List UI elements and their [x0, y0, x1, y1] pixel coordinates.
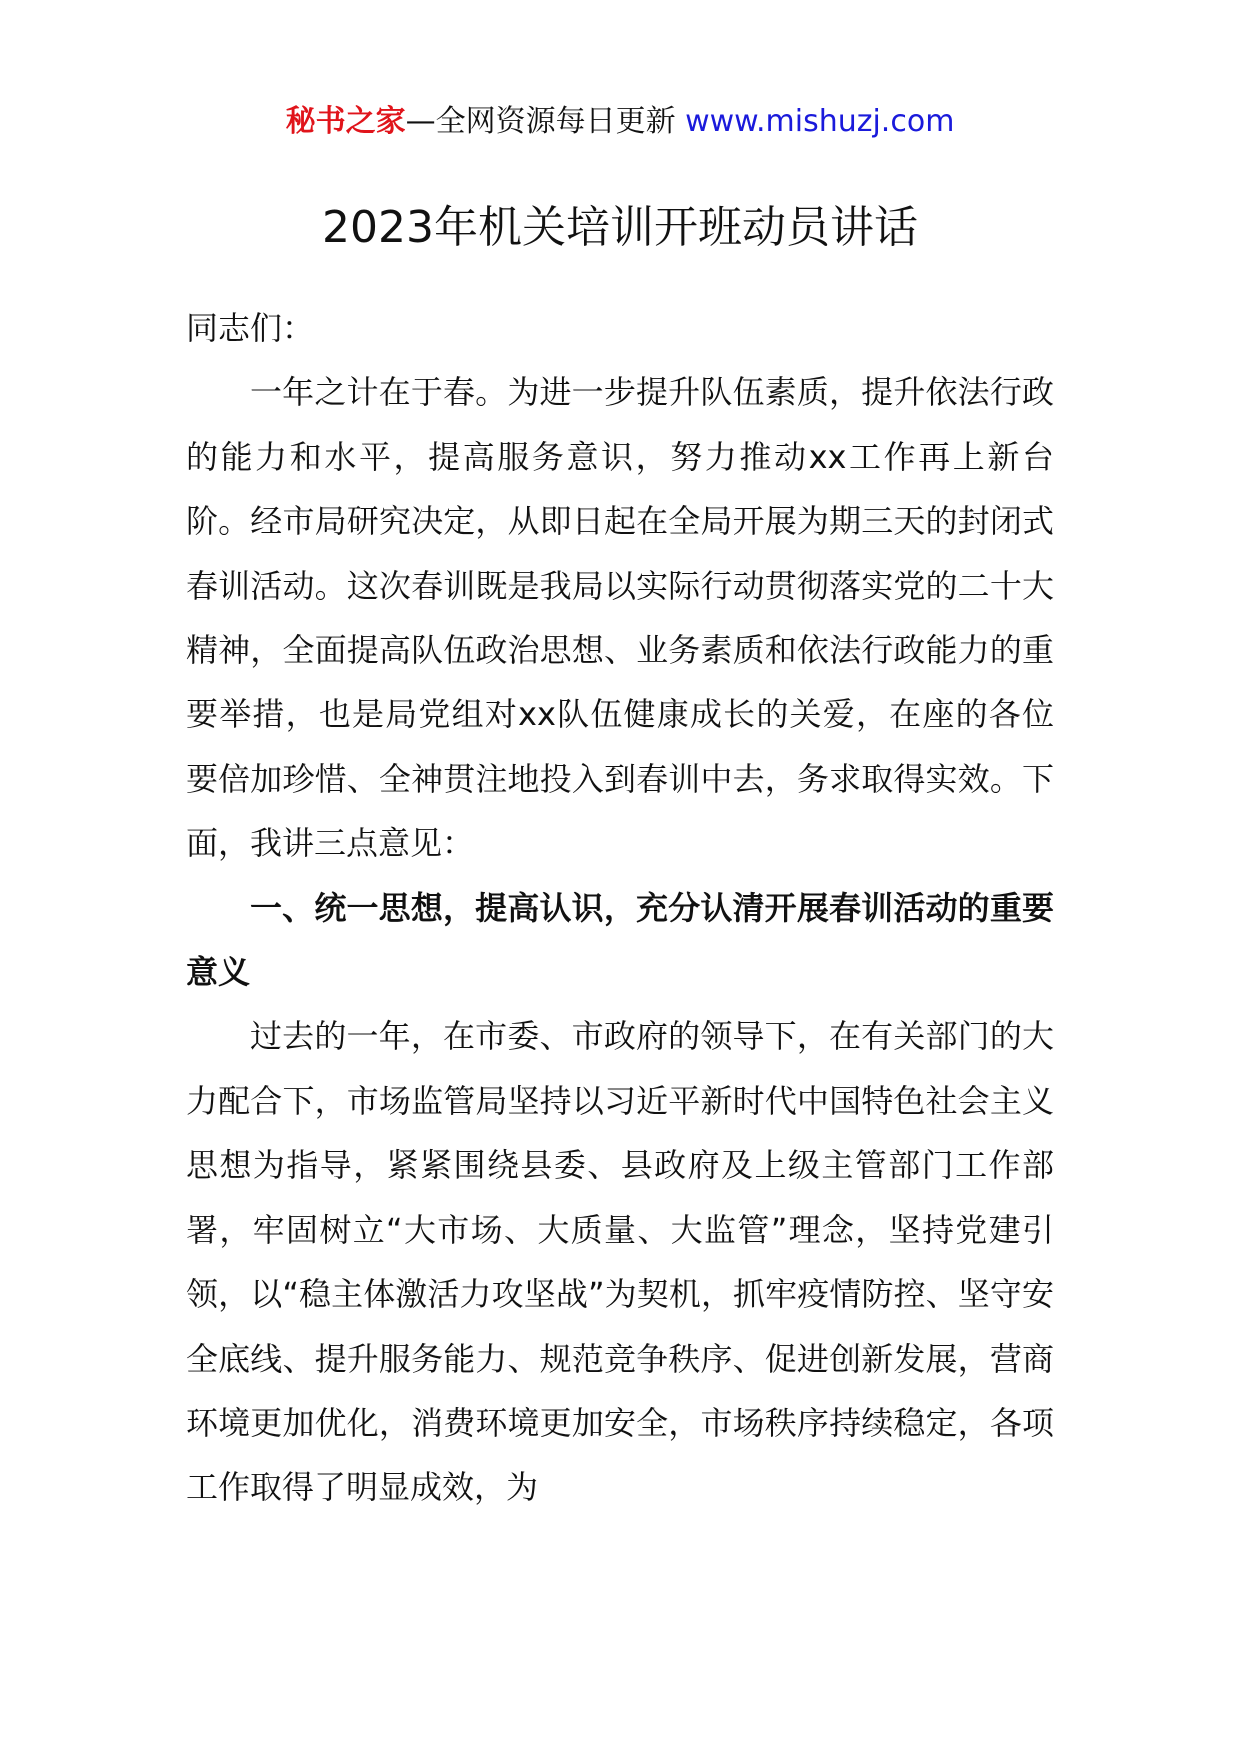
- site-watermark-header: [0, 100, 1240, 144]
- document-title: 2023年机关培训开班动员讲话: [322, 202, 918, 253]
- brand-name: 秘书之家: [285, 104, 406, 139]
- section-heading-1: 一、统一思想，提高认识，充分认清开展春训活动的重要意义: [186, 888, 1054, 992]
- document-body: [186, 296, 1054, 1520]
- paragraph-intro: 一年之计在于春。为进一步提升队伍素质，提升依法行政的能力和水平，提高服务意识，努力推动xx工作再上新台阶。经市局研究决定，从即日起在全局开展为期三天的封闭式春训活动。这次春训既是我局以实际行动贯彻落实党的二十大精神，全面提高队伍政治思想、业务素质和依法行政能力的重要举措，也是局党组对xx队伍健康成长的关爱，在座的各位要倍加珍惜、全神贯注地投入到春训中去，务求取得实效。下面，我讲三点意见：: [186, 373, 1054, 863]
- salutation: 同志们：: [186, 309, 315, 347]
- site-url: www.mishuzj.com: [675, 104, 955, 139]
- paragraph-review: 过去的一年，在市委、市政府的领导下，在有关部门的大力配合下，市场监管局坚持以习近平新时代中国特色社会主义思想为指导，紧紧围绕县委、县政府及上级主管部门工作部署，牢固树立“大市场、大质量、大监管”理念，坚持党建引领，以“稳主体激活力攻坚战”为契机，抓牢疫情防控、坚守安全底线、提升服务能力、规范竞争秩序、促进创新发展，营商环境更加优化，消费环境更加安全，市场秩序持续稳定，各项工作取得了明显成效，为: [186, 1017, 1054, 1507]
- header-slogan: —全网资源每日更新: [405, 104, 676, 139]
